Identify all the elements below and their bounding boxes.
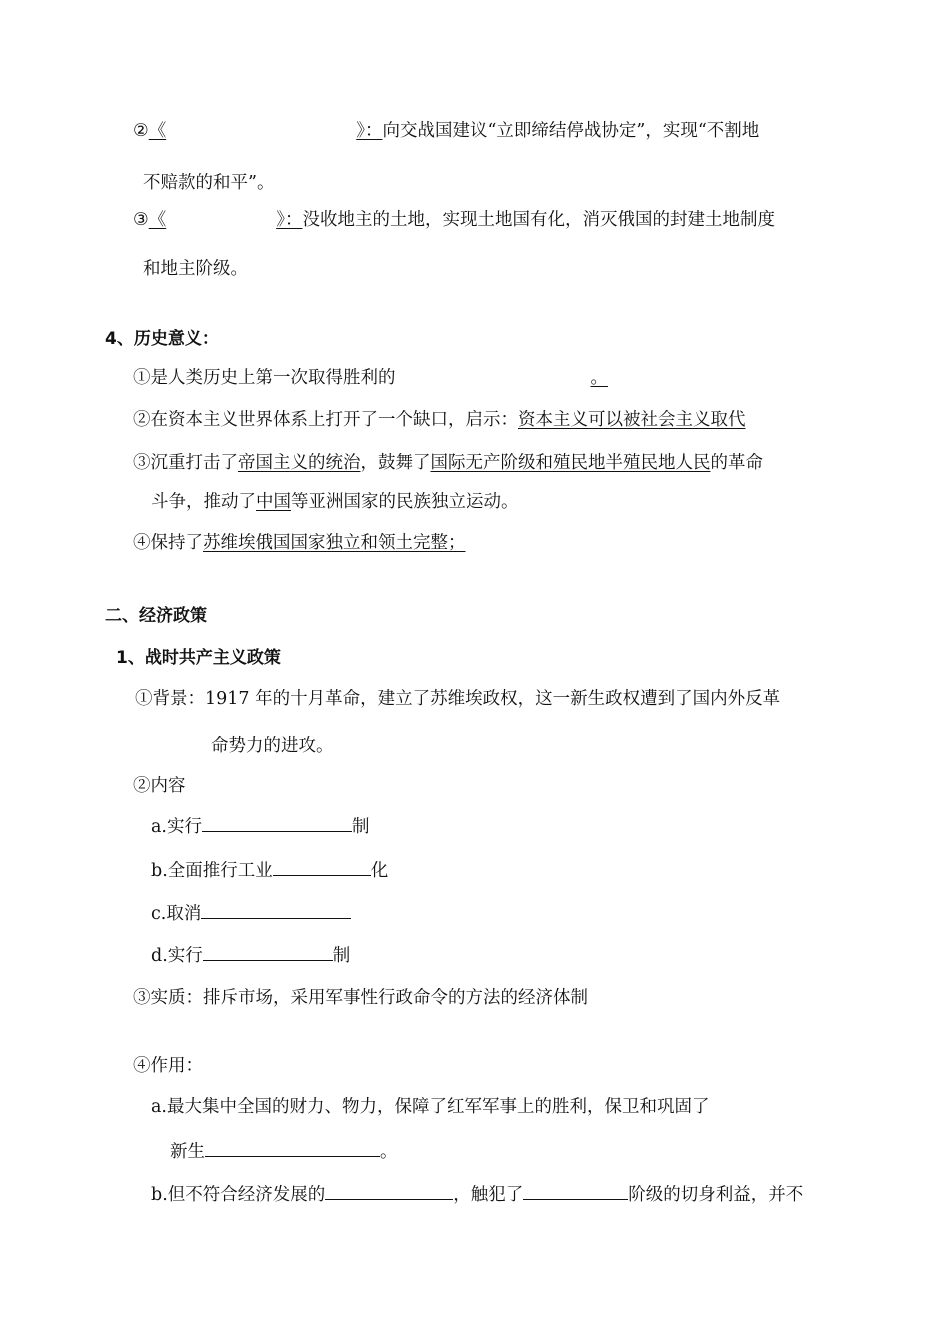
content-item-d: d.实行 制: [151, 942, 350, 969]
significance-item-1: ①是人类历史上第一次取得胜利的 。: [133, 368, 608, 388]
war-communism-heading: 1、战时共产主义政策: [116, 648, 281, 668]
significance-heading: 4、历史意义：: [105, 329, 219, 349]
significance-item-2: ②在资本主义世界体系上打开了一个缺口，启示：资本主义可以被社会主义取代: [133, 410, 746, 430]
effect-item-a: a.最大集中全国的财力、物力，保障了红军军事上的胜利，保卫和巩固了: [151, 1097, 710, 1117]
fill-blank[interactable]: [205, 1138, 380, 1157]
decree-item-3: ③《 》：没收地主的土地，实现土地国有化，消灭俄国的封建土地制度: [133, 210, 775, 230]
content-label: ②内容: [133, 776, 186, 796]
decree-item-2-cont: 不赔款的和平”。: [143, 173, 275, 193]
fill-blank[interactable]: [202, 813, 352, 832]
content-item-a: a.实行 制: [151, 813, 370, 840]
essence-line: ③实质：排斥市场，采用军事性行政命令的方法的经济体制: [133, 988, 588, 1008]
effect-item-a-cont: 新生 。: [170, 1138, 398, 1165]
decree-title-blank[interactable]: 《 》：: [148, 210, 303, 230]
content-item-c: c.取消: [151, 900, 351, 927]
fill-blank[interactable]: [203, 942, 333, 961]
background-line-1: ①背景：1917 年的十月革命，建立了苏维埃政权，这一新生政权遭到了国内外反革: [135, 689, 781, 709]
fill-blank[interactable]: [523, 1181, 628, 1200]
content-item-b: b.全面推行工业 化: [151, 857, 388, 884]
fill-blank[interactable]: [325, 1181, 453, 1200]
effect-label: ④作用：: [133, 1056, 203, 1076]
economic-policy-heading: 二、经济政策: [105, 606, 207, 626]
fill-blank[interactable]: 。: [590, 368, 608, 388]
background-line-2: 命势力的进攻。: [211, 736, 334, 756]
significance-item-3-cont: 斗争，推动了中国等亚洲国家的民族独立运动。: [151, 492, 519, 512]
decree-item-2: ②《 》：向交战国建议“立即缔结停战协定”，实现“不割地: [133, 121, 760, 141]
fill-blank[interactable]: [273, 857, 371, 876]
fill-blank[interactable]: [201, 900, 351, 919]
decree-item-3-cont: 和地主阶级。: [143, 259, 248, 279]
significance-item-4: ④保持了苏维埃俄国国家独立和领土完整；: [133, 533, 466, 553]
decree-title-blank[interactable]: 《 》：: [148, 121, 383, 141]
significance-item-3: ③沉重打击了帝国主义的统治，鼓舞了国际无产阶级和殖民地半殖民地人民的革命: [133, 453, 763, 473]
effect-item-b: b.但不符合经济发展的 ，触犯了 阶级的切身利益，并不: [151, 1181, 803, 1208]
